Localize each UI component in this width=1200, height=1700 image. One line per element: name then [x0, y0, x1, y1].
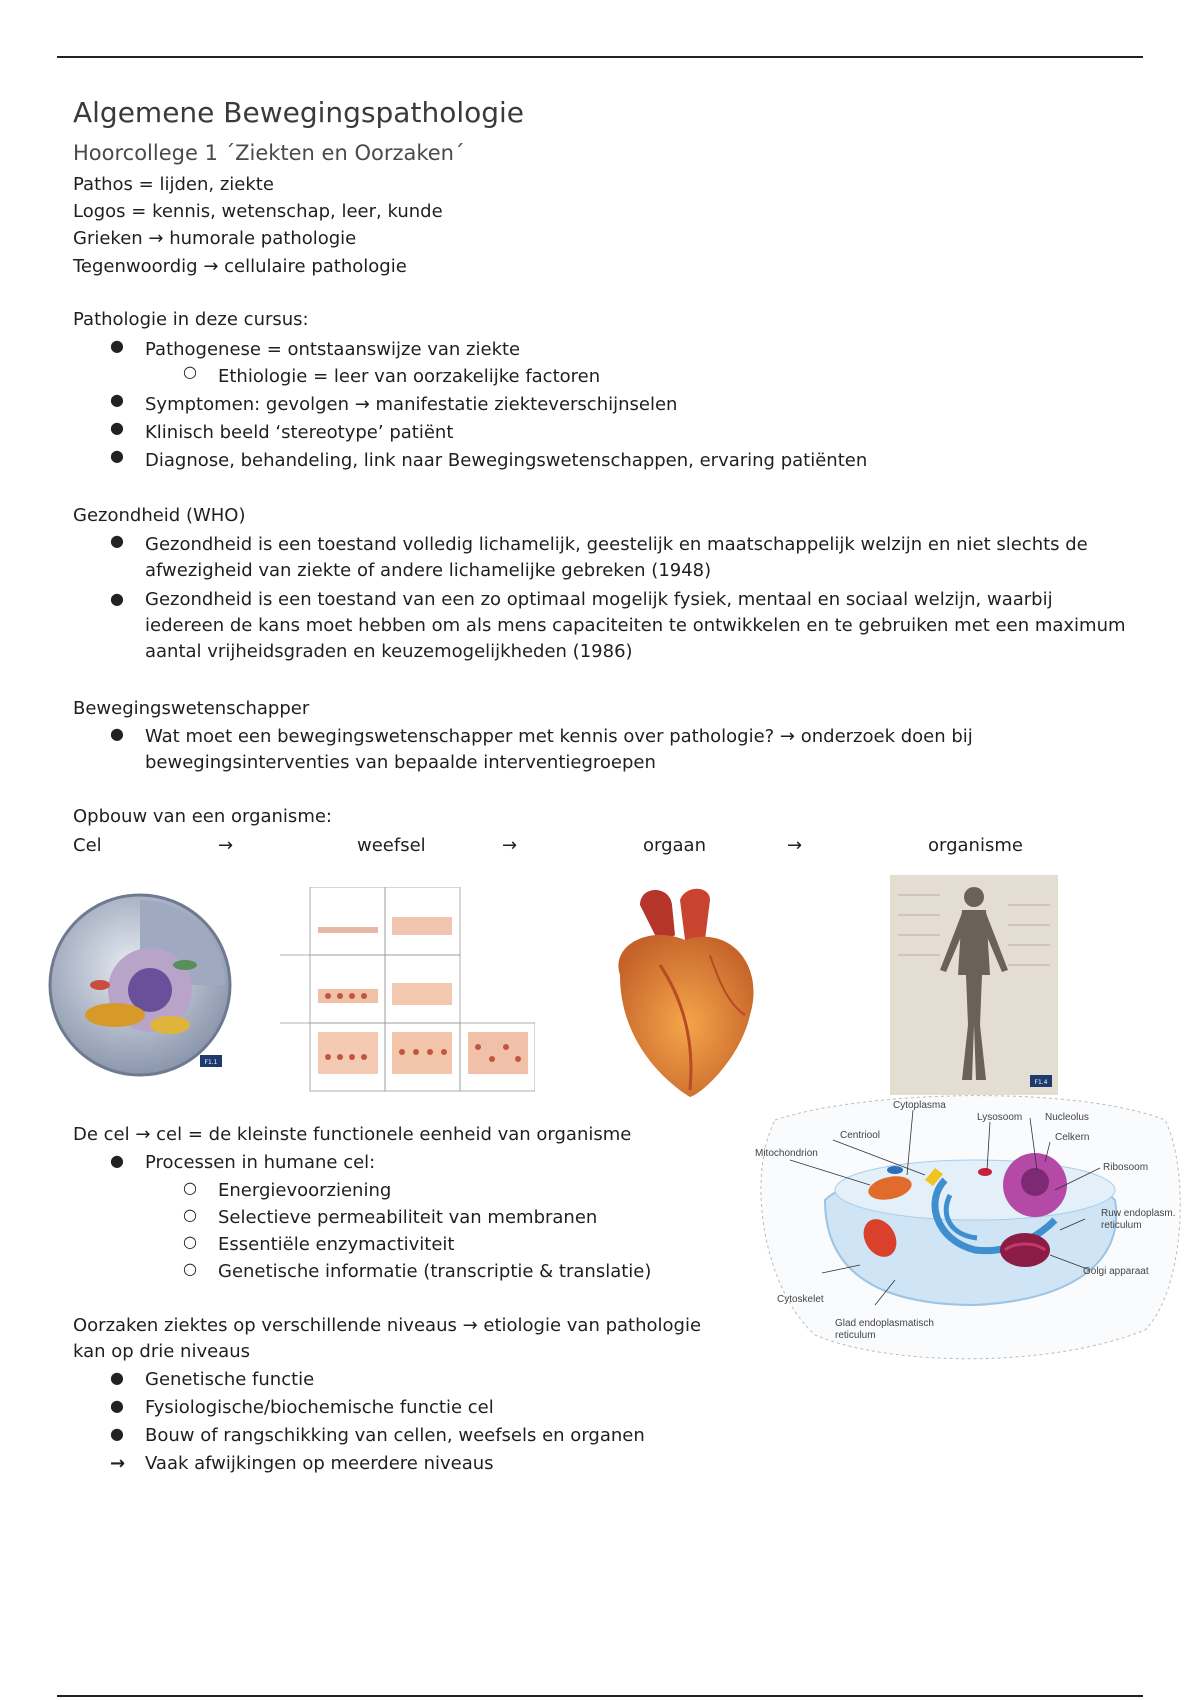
- list-item: Bouw of rangschikking van cellen, weefsels en organen: [145, 1425, 645, 1446]
- list-item: Pathogenese = ontstaanswijze van ziekte: [145, 339, 521, 360]
- bullet: ●: [110, 336, 124, 355]
- list-subitem: Essentiële enzymactiviteit: [218, 1234, 455, 1255]
- list-item: Fysiologische/biochemische functie cel: [145, 1397, 494, 1418]
- list-subitem: Ethiologie = leer van oorzakelijke factoren: [218, 366, 601, 387]
- list-item: Klinisch beeld ‘stereotype’ patiënt: [145, 422, 454, 443]
- list-item: Wat moet een bewegingswetenschapper met kennis over pathologie? → onderzoek doen bij bewegingsinterventies van bepaalde interventiegroepen: [145, 726, 973, 773]
- arrow-icon: →: [787, 835, 803, 856]
- figure-tag: F1.1: [204, 1059, 218, 1066]
- bullet: ○: [183, 1259, 197, 1278]
- label-mitochondrion: Mitochondrion: [755, 1148, 818, 1159]
- section-heading: Gezondheid (WHO): [73, 505, 246, 526]
- bullet: ○: [183, 1232, 197, 1251]
- label-lysosoom: Lysosoom: [977, 1112, 1023, 1123]
- section-heading: Bewegingswetenschapper: [73, 698, 310, 719]
- label-cytoplasma: Cytoplasma: [893, 1100, 946, 1111]
- label-glad: Glad endoplasmatisch: [835, 1318, 934, 1329]
- list-item: Gezondheid is een toestand volledig lichamelijk, geestelijk en maatschappelijk welzijn en niet slechts de afwezigheid van ziekte of andere lichamelijke gebreken (1948): [145, 534, 1088, 581]
- anatomy-image: [890, 875, 1058, 1095]
- step-label: orgaan: [643, 835, 706, 856]
- top-rule: [57, 56, 1143, 58]
- list-item: Symptomen: gevolgen → manifestatie ziekteverschijnselen: [145, 394, 678, 415]
- list-item: Processen in humane cel:: [145, 1152, 376, 1173]
- label-golgi: Golgi apparaat: [1083, 1266, 1149, 1277]
- bullet: ●: [110, 531, 124, 550]
- label-nucleolus: Nucleolus: [1045, 1112, 1089, 1123]
- bullet: ●: [110, 418, 124, 437]
- label-ruw: Ruw endoplasm.: [1101, 1208, 1176, 1219]
- bottom-rule: [57, 1695, 1143, 1697]
- def-line: Pathos = lijden, ziekte: [73, 174, 274, 195]
- figure-tag: F1.4: [1034, 1079, 1048, 1086]
- label-glad: reticulum: [835, 1330, 876, 1341]
- step-label: organisme: [928, 835, 1023, 856]
- section-heading: De cel → cel = de kleinste functionele eenheid van organisme: [73, 1124, 632, 1145]
- label-cytoskelet: Cytoskelet: [777, 1294, 824, 1305]
- cell-diagram: [745, 1090, 1185, 1365]
- bullet: ●: [110, 589, 124, 608]
- list-subitem: Energievoorziening: [218, 1180, 392, 1201]
- bullet: ●: [110, 1368, 124, 1387]
- bullet: ●: [110, 446, 124, 465]
- label-ruw: reticulum: [1101, 1220, 1142, 1231]
- bullet: ●: [110, 390, 124, 409]
- bullet: ●: [110, 1424, 124, 1443]
- page-title: Algemene Bewegingspathologie: [73, 96, 525, 129]
- bullet: ○: [183, 362, 197, 381]
- page-subtitle: Hoorcollege 1 ´Ziekten en Oorzaken´: [73, 141, 465, 165]
- conclusion: Vaak afwijkingen op meerdere niveaus: [145, 1453, 494, 1474]
- def-line: Grieken → humorale pathologie: [73, 228, 357, 249]
- bullet: ○: [183, 1178, 197, 1197]
- list-item: Gezondheid is een toestand van een zo optimaal mogelijk fysiek, mentaal en sociaal welzijn, waarbij iedereen de kans moet hebben om als mens capaciteiten te ontwikkelen en te gebruiken met een maximum aantal vrijheidsgraden en keuzemogelijkheden (1986): [145, 589, 1126, 662]
- def-line: Logos = kennis, wetenschap, leer, kunde: [73, 201, 443, 222]
- section-heading: Opbouw van een organisme:: [73, 806, 332, 827]
- step-label: weefsel: [357, 835, 426, 856]
- section-heading: Oorzaken ziektes op verschillende niveaus → etiologie van pathologie: [73, 1315, 702, 1336]
- label-celkern: Celkern: [1055, 1132, 1090, 1143]
- list-subitem: Genetische informatie (transcriptie & translatie): [218, 1261, 652, 1282]
- cell-image: [45, 890, 235, 1080]
- arrow-icon: →: [502, 835, 518, 856]
- list-item: Genetische functie: [145, 1369, 315, 1390]
- bullet: ●: [110, 1396, 124, 1415]
- section-heading: Pathologie in deze cursus:: [73, 309, 309, 330]
- label-ribosoom: Ribosoom: [1103, 1162, 1149, 1173]
- section-heading: kan op drie niveaus: [73, 1341, 251, 1362]
- def-line: Tegenwoordig → cellulaire pathologie: [73, 256, 407, 277]
- bullet: ●: [110, 1151, 124, 1170]
- heart-image: [600, 885, 770, 1100]
- list-subitem: Selectieve permeabiliteit van membranen: [218, 1207, 598, 1228]
- tissue-image: [280, 887, 535, 1092]
- bullet: ○: [183, 1205, 197, 1224]
- label-centriool: Centriool: [840, 1130, 881, 1141]
- arrow-icon: →: [218, 835, 234, 856]
- arrow-icon: →: [110, 1453, 126, 1474]
- list-item: Diagnose, behandeling, link naar Bewegingswetenschappen, ervaring patiënten: [145, 450, 868, 471]
- step-label: Cel: [73, 835, 102, 856]
- bullet: ●: [110, 724, 124, 743]
